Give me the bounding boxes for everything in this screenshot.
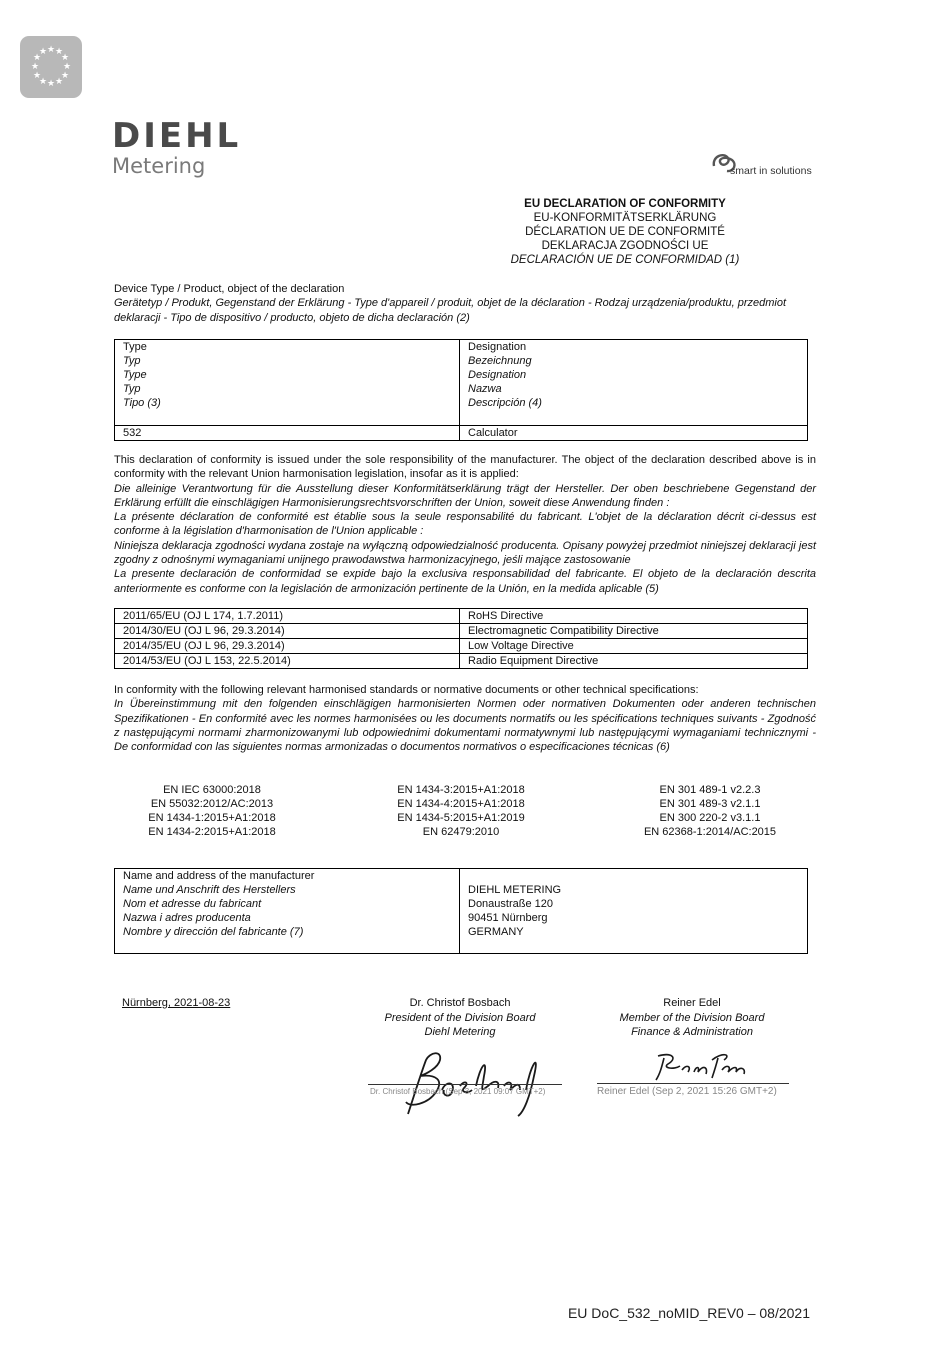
type-label: Typ <box>123 355 141 367</box>
designation-label-cell <box>460 340 808 426</box>
svg-text:★: ★ <box>54 77 64 87</box>
standards-column-2 <box>341 783 581 839</box>
signature-2-stamp: Reiner Edel (Sep 2, 2021 15:26 GMT+2) <box>597 1086 777 1097</box>
signer-1-name: Dr. Christof Bosbach <box>409 997 511 1009</box>
manufacturer-label: Name and address of the manufacturer <box>123 870 315 882</box>
manufacturer-label: Nazwa i adres producenta <box>123 912 251 924</box>
directive-ref: 2014/30/EU (OJ L 96, 29.3.2014) <box>115 624 460 639</box>
document-reference: EU DoC_532_noMID_REV0 – 08/2021 <box>567 1305 810 1321</box>
statement-fr: La présente déclaration de conformité est établie sous la seule responsabilité du fabricant. L'objet de la déclaration décrit ci-dessus est conforme à la législation d'harmonisation de l'Union applicable : <box>114 511 816 538</box>
standard-item: EN 1434-5:2015+A1:2019 <box>397 812 525 824</box>
standard-item: EN 55032:2012/AC:2013 <box>150 798 274 810</box>
type-label: Type <box>123 341 147 353</box>
declaration-title <box>450 197 800 267</box>
svg-text:★: ★ <box>62 62 72 72</box>
directive-name: RoHS Directive <box>460 609 808 624</box>
company-logo: DIEHL <box>112 116 242 156</box>
svg-text:★: ★ <box>32 53 42 63</box>
type-label-cell <box>115 340 460 426</box>
svg-text:★: ★ <box>30 62 40 72</box>
standards-en: In conformity with the following relevant harmonised standards or normative documents or other technical specifications: <box>114 684 699 696</box>
title-en: EU DECLARATION OF CONFORMITY <box>524 198 726 210</box>
company-logo-subtitle: Metering <box>112 154 206 178</box>
table-row <box>115 639 808 654</box>
device-heading-en: Device Type / Product, object of the declaration <box>114 283 345 295</box>
title-fr: DÉCLARATION UE DE CONFORMITÉ <box>525 226 725 238</box>
signature-1-line <box>368 1084 562 1085</box>
designation-label: Designation <box>468 369 527 381</box>
designation-label: Descripción (4) <box>468 397 542 409</box>
manufacturer-label-cell <box>115 869 460 954</box>
statement-pl: Niniejsza deklaracja zgodności wydana zostaje na wyłączną odpowiedzialność producenta. Opisany powyżej przedmiot niniejszej deklaracji jest zgodny z odnośnymi wymaganiami unijnego prawodawstwa harmonizacyjnego, jeśli mające zastosowanie <box>114 539 816 567</box>
standards-column-1 <box>92 783 332 839</box>
signer-2-org: Finance & Administration <box>631 1026 753 1038</box>
manufacturer-address-cell <box>460 869 808 954</box>
table-row <box>115 654 808 669</box>
manufacturer-label: Nombre y dirección del fabricante (7) <box>123 926 304 938</box>
table-row <box>115 609 808 624</box>
conformity-statement <box>114 453 816 596</box>
statement-de: Die alleinige Verantwortung für die Ausstellung dieser Konformitätserklärung trägt der Hersteller. Der oben beschriebene Gegenstand der Erklärung erfüllt die einschlägigen Harmonisierungsrechtsvorschriften der Union, soweit diese Anwendung finden : <box>114 482 816 509</box>
place-date: Nürnberg, 2021-08-23 <box>122 997 231 1009</box>
designation-label: Nazwa <box>468 383 502 395</box>
signer-2-name: Reiner Edel <box>663 997 721 1009</box>
standard-item: EN 62479:2010 <box>422 826 500 838</box>
standard-item: EN 300 220-2 v3.1.1 <box>659 812 761 824</box>
signer-1-block <box>360 996 560 1040</box>
title-de: EU-KONFORMITÄTSERKLÄRUNG <box>533 212 717 224</box>
standard-item: EN 1434-1:2015+A1:2018 <box>148 812 276 824</box>
device-section-heading <box>114 282 816 325</box>
designation-label: Designation <box>468 341 527 353</box>
tagline: smart in solutions <box>730 165 812 177</box>
table-row <box>115 624 808 639</box>
signature-1-stamp: Dr. Christof Bosbach (Sep 3, 2021 09:07 GMT+2) <box>370 1087 546 1096</box>
signer-2-block <box>592 996 792 1040</box>
type-value: 532 <box>115 426 460 441</box>
signature-2-line <box>597 1083 789 1084</box>
svg-text:★: ★ <box>54 47 64 57</box>
svg-text:★: ★ <box>46 45 56 55</box>
svg-text:★: ★ <box>32 71 42 81</box>
statement-en: This declaration of conformity is issued under the sole responsibility of the manufacturer. The object of the declaration described above is in conformity with the relevant Union harmonisation legislation, insofar as it is applied: <box>114 454 816 481</box>
directive-ref: 2014/35/EU (OJ L 96, 29.3.2014) <box>115 639 460 654</box>
title-pl: DEKLARACJA ZGODNOŚCI UE <box>541 240 709 252</box>
standards-column-3 <box>590 783 830 839</box>
svg-text:★: ★ <box>38 77 48 87</box>
smart-in-solutions-logo <box>710 148 812 178</box>
directive-name: Low Voltage Directive <box>460 639 808 654</box>
standard-item: EN IEC 63000:2018 <box>163 784 261 796</box>
type-label: Typ <box>123 383 141 395</box>
manufacturer-table <box>114 868 808 954</box>
signature-bosbach <box>380 1046 550 1118</box>
designation-value: Calculator <box>460 426 808 441</box>
standard-item: EN 62368-1:2014/AC:2015 <box>643 826 777 838</box>
eu-stars-icon <box>20 36 82 98</box>
standard-item: EN 1434-4:2015+A1:2018 <box>397 798 525 810</box>
svg-text:★: ★ <box>46 79 56 89</box>
statement-es: La presente declaración de conformidad se expide bajo la exclusiva responsabilidad del fabricante. El objeto de la declaración descrita anteriormente es conforme con la legislación de armonización pertinente de la Unión, en la medida aplicable (5) <box>114 568 816 595</box>
directives-table <box>114 608 808 669</box>
designation-label: Bezeichnung <box>468 355 532 367</box>
directive-ref: 2014/53/EU (OJ L 153, 22.5.2014) <box>115 654 460 669</box>
standards-section <box>114 683 816 754</box>
directive-name: Electromagnetic Compatibility Directive <box>460 624 808 639</box>
directive-name: Radio Equipment Directive <box>460 654 808 669</box>
standard-item: EN 1434-3:2015+A1:2018 <box>397 784 525 796</box>
svg-text:★: ★ <box>38 47 48 57</box>
standard-item: EN 1434-2:2015+A1:2018 <box>148 826 276 838</box>
address-line: DIEHL METERING <box>468 884 562 896</box>
address-line: Donaustraße 120 <box>468 898 553 910</box>
signer-2-role: Member of the Division Board <box>619 1011 765 1024</box>
device-heading-translations: Gerätetyp / Produkt, Gegenstand der Erklärung - Type d'appareil / produit, objet de la déclaration - Rodzaj urządzenia/produktu, przedmiot deklaracji - Tipo de dispositivo / producto, objeto de dicha declaración (2) <box>114 297 787 324</box>
address-line: GERMANY <box>468 926 524 938</box>
directive-ref: 2011/65/EU (OJ L 174, 1.7.2011) <box>115 609 460 624</box>
address-line: 90451 Nürnberg <box>468 912 548 924</box>
standard-item: EN 301 489-1 v2.2.3 <box>659 784 761 796</box>
device-table <box>114 339 808 441</box>
type-label: Type <box>123 369 147 381</box>
manufacturer-label: Name und Anschrift des Herstellers <box>123 884 296 896</box>
signer-1-role: President of the Division Board <box>384 1011 536 1024</box>
svg-text:★: ★ <box>60 53 70 63</box>
type-label: Tipo (3) <box>123 397 161 409</box>
signature-edel <box>652 1050 752 1084</box>
title-es: DECLARACIÓN UE DE CONFORMIDAD (1) <box>510 254 740 266</box>
standards-translations: In Übereinstimmung mit den folgenden einschlägigen harmonisierten Normen oder normativen Dokumenten oder anderen technischen Spezifikationen - En conformité avec les normes harmonisées ou les documents normatifs ou les spécifications techniques suivants - Zgodność z następującymi normami zharmonizowanymi lub odpowiednimi dokumentami normatywnymi lub następującymi wymaganiami technicznymi - De conformidad con las siguientes normas armonizadas o documentos normativos o especificaciones técnicas (6) <box>114 698 816 754</box>
signer-1-org: Diehl Metering <box>424 1026 496 1038</box>
standard-item: EN 301 489-3 v2.1.1 <box>659 798 761 810</box>
svg-text:★: ★ <box>60 71 70 81</box>
eu-flag-badge <box>20 36 82 98</box>
manufacturer-label: Nom et adresse du fabricant <box>123 898 262 910</box>
